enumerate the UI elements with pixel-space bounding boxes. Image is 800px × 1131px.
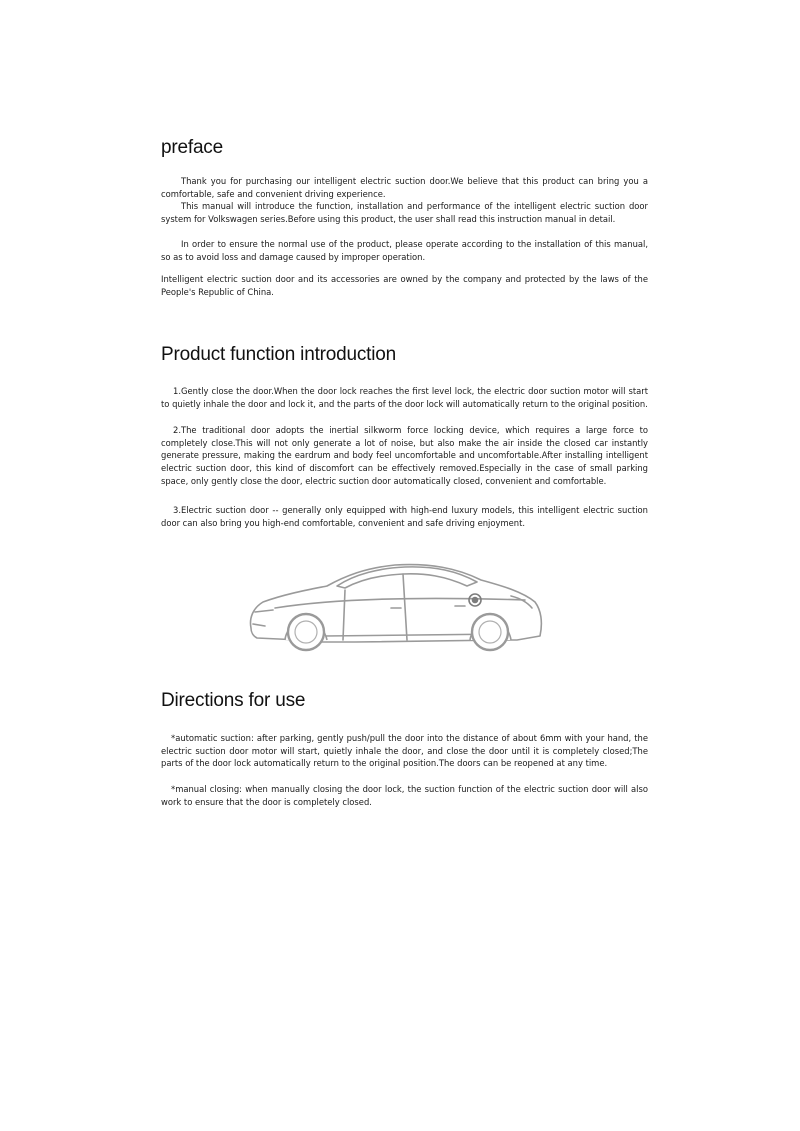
preface-paragraph-2: This manual will introduce the function, installation and performance of the intelligent electric suction door system for Volkswagen series.Before using this product, the user shall read this instruction manual in detail. bbox=[161, 201, 648, 224]
function-heading: Product function introduction bbox=[161, 344, 397, 365]
preface-heading: preface bbox=[161, 137, 223, 158]
preface-paragraph-3: In order to ensure the normal use of the product, please operate according to the installation of this manual, so as to avoid loss and damage caused by improper operation. bbox=[161, 239, 648, 262]
preface-paragraph-4: Intelligent electric suction door and its accessories are owned by the company and protected by the laws of the People's Republic of China. bbox=[161, 274, 648, 297]
function-item-2: 2.The traditional door adopts the inertial silkworm force locking device, which requires a large force to completely close.This will not only generate a lot of noise, but also make the air inside the closed car instantly generate pressure, making the eardrum and body feel uncomfortable and uncomfortable.After installing intelligent electric suction door, this kind of discomfort can be effectively removed.Especially in the case of small parking space, only gently close the door, electric suction door automatically closed, convenient and comfortable. bbox=[161, 425, 648, 486]
function-item-3: 3.Electric suction door -- generally only equipped with high-end luxury models, this intelligent electric suction door can also bring you high-end comfortable, convenient and safe driving enjoyment. bbox=[161, 505, 648, 528]
directions-item-1: *automatic suction: after parking, gently push/pull the door into the distance of about 6mm with your hand, the electric suction door motor will start, quietly inhale the door, and close the door until it is completely closed;The parts of the door lock automatically return to the original position.The doors can be reopened at any time. bbox=[161, 733, 648, 769]
preface-paragraph-1: Thank you for purchasing our intelligent electric suction door.We believe that this product can bring you a comfortable, safe and convenient driving experience. bbox=[161, 176, 648, 199]
function-item-1: 1.Gently close the door.When the door lock reaches the first level lock, the electric door suction motor will start to quietly inhale the door and lock it, and the parts of the door lock will automatically return to the original position. bbox=[161, 386, 648, 409]
car-illustration bbox=[245, 556, 545, 656]
directions-heading: Directions for use bbox=[161, 690, 306, 711]
directions-item-2: *manual closing: when manually closing the door lock, the suction function of the electric suction door will also work to ensure that the door is completely closed. bbox=[161, 784, 648, 807]
